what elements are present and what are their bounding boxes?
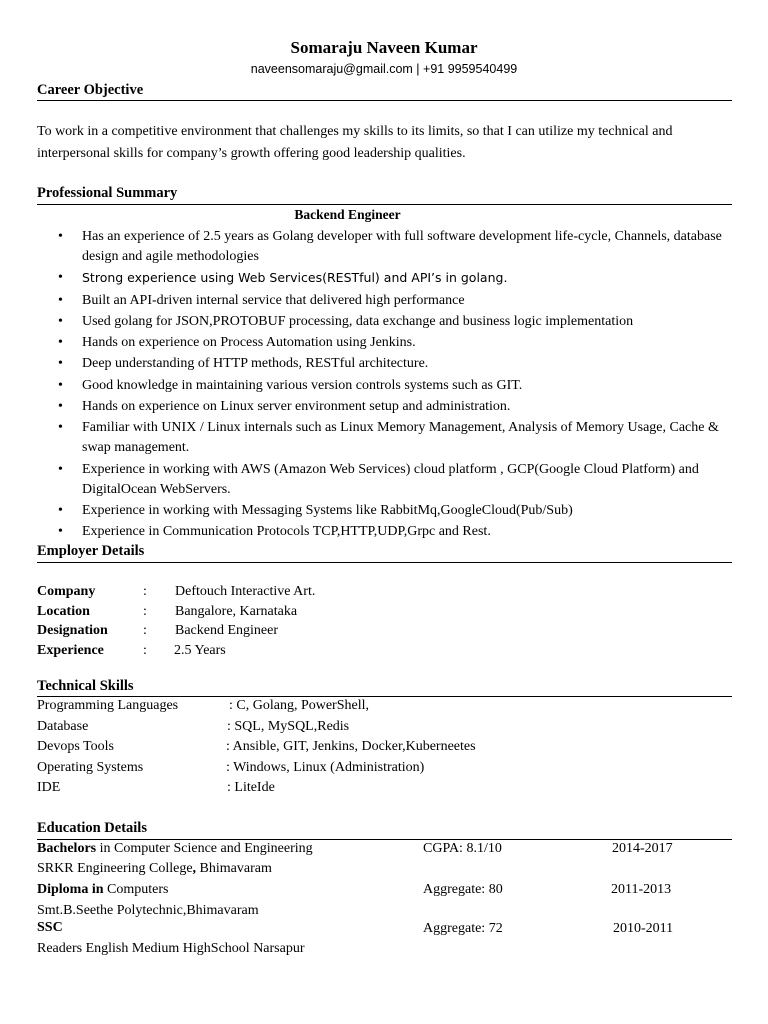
education-details-heading: Education Details — [37, 820, 147, 836]
field-separator: : — [143, 623, 147, 638]
bullet-icon: • — [58, 420, 63, 436]
skill-label: IDE — [37, 780, 61, 795]
list-item-text: Experience in Communication Protocols TCP,HTTP,UDP,Grpc and Rest. — [82, 524, 491, 540]
employer-row-company — [37, 584, 537, 604]
list-item — [37, 501, 732, 521]
field-separator: : — [143, 584, 147, 599]
list-item-text: Good knowledge in maintaining various version controls systems such as GIT. — [82, 377, 523, 393]
list-item-text: Hands on experience on Process Automation using Jenkins. — [82, 335, 416, 351]
employer-row-location — [37, 604, 537, 624]
skill-row-os — [37, 760, 732, 780]
skill-row-ide — [37, 780, 732, 800]
list-item — [37, 418, 732, 458]
skill-row-database — [37, 719, 732, 739]
skill-label: Programming Languages — [37, 698, 179, 713]
bullet-icon: • — [58, 292, 63, 308]
section-divider — [37, 204, 732, 205]
bullet-icon: • — [58, 356, 63, 372]
list-item — [37, 397, 732, 417]
degree-name: SSC — [37, 920, 63, 935]
section-divider — [37, 696, 732, 697]
education-score: Aggregate: 80 — [423, 882, 503, 897]
section-divider — [37, 562, 732, 563]
field-value: Deftouch Interactive Art. — [175, 584, 316, 599]
degree-name: Diploma in — [37, 882, 104, 897]
employer-details-heading: Employer Details — [37, 543, 145, 559]
field-label: Location — [37, 604, 90, 619]
education-years: 2011-2013 — [611, 882, 672, 897]
list-item-text: Familiar with UNIX / Linux internals such as Linux Memory Management, Analysis of Memory Usage, Cache & swap management. — [82, 420, 719, 456]
field-value: Bangalore, Karnataka — [175, 604, 298, 619]
field-value: 2.5 Years — [174, 643, 226, 658]
skill-row-languages — [37, 698, 732, 718]
role-subtitle: Backend Engineer — [294, 207, 401, 222]
list-item — [37, 376, 732, 396]
section-divider — [37, 100, 732, 101]
bullet-icon: • — [58, 335, 63, 351]
field-label: Company — [37, 584, 96, 599]
field-label: Experience — [37, 643, 104, 658]
education-score: CGPA: 8.1/10 — [423, 841, 502, 856]
degree-field: in Computer Science and Engineering — [96, 841, 313, 856]
skill-value: : LiteIde — [227, 780, 275, 795]
bullet-icon: • — [58, 502, 63, 518]
bullet-icon: • — [58, 377, 63, 393]
bullet-icon: • — [58, 524, 63, 540]
list-item — [37, 522, 732, 542]
bullet-icon: • — [58, 399, 63, 415]
list-item — [37, 460, 732, 500]
summary-bullet-list — [37, 227, 732, 544]
list-item-text: Experience in working with AWS (Amazon Web Services) cloud platform , GCP(Google Cloud Platform) and DigitalOcean WebServers. — [82, 461, 699, 497]
skill-label: Devops Tools — [37, 739, 114, 754]
skill-value: : SQL, MySQL,Redis — [227, 719, 350, 734]
field-label: Designation — [37, 623, 108, 638]
education-school — [37, 861, 272, 877]
list-item-text: Used golang for JSON,PROTOBUF processing, data exchange and business logic implementation — [82, 313, 634, 329]
education-school: Smt.B.Seethe Polytechnic,Bhimavaram — [37, 903, 259, 918]
bullet-icon: • — [58, 313, 63, 329]
skill-label: Database — [37, 719, 89, 734]
education-years: 2010-2011 — [613, 921, 674, 936]
candidate-name: Somaraju Naveen Kumar — [290, 38, 478, 57]
education-score: Aggregate: 72 — [423, 921, 503, 936]
list-item — [37, 268, 732, 289]
skill-value: : C, Golang, PowerShell, — [229, 698, 369, 713]
list-item-text: Experience in working with Messaging Systems like RabbitMq,GoogleCloud(Pub/Sub) — [82, 502, 573, 518]
list-item-text: Hands on experience on Linux server environment setup and administration. — [82, 399, 511, 415]
list-item — [37, 312, 732, 332]
list-item — [37, 354, 732, 374]
education-years: 2014-2017 — [612, 841, 673, 856]
school-name: SRKR Engineering College — [37, 861, 193, 876]
list-item — [37, 291, 732, 311]
school-comma: , — [192, 861, 197, 876]
degree-field: Computers — [103, 882, 169, 897]
list-item — [37, 227, 732, 267]
bullet-icon: • — [58, 461, 63, 477]
field-value: Backend Engineer — [175, 623, 279, 638]
education-degree — [37, 920, 63, 936]
list-item-text: Built an API-driven internal service that delivered high performance — [82, 292, 465, 308]
list-item-text: Strong experience using Web Services(RESTful) and API’s in golang. — [82, 270, 508, 286]
field-separator: : — [143, 643, 147, 658]
employer-row-experience — [37, 643, 537, 663]
education-degree — [37, 841, 313, 857]
skill-value: : Windows, Linux (Administration) — [226, 760, 425, 775]
section-divider — [37, 839, 732, 840]
professional-summary-heading: Professional Summary — [37, 185, 178, 201]
career-objective-text: To work in a competitive environment that challenges my skills to its limits, so that I can utilize my technical and interpersonal skills for company’s growth offering good leadership qualities. — [37, 124, 673, 161]
education-school: Readers English Medium HighSchool Narsapur — [37, 941, 305, 956]
field-separator: : — [143, 604, 147, 619]
skill-label: Operating Systems — [37, 760, 144, 775]
list-item-text: Deep understanding of HTTP methods, RESTful architecture. — [82, 356, 429, 372]
bullet-icon: • — [58, 270, 63, 286]
career-objective-heading: Career Objective — [37, 82, 144, 98]
contact-line: naveensomaraju@gmail.com | +91 9959540499 — [250, 62, 518, 76]
skill-row-devops — [37, 739, 732, 759]
employer-row-designation — [37, 623, 537, 643]
school-city: Bhimavaram — [196, 861, 272, 876]
list-item — [37, 333, 732, 353]
bullet-icon: • — [58, 229, 63, 244]
education-degree — [37, 882, 168, 898]
technical-skills-heading: Technical Skills — [37, 678, 134, 694]
skill-value: : Ansible, GIT, Jenkins, Docker,Kuberneetes — [226, 739, 476, 754]
list-item-text: Has an experience of 2.5 years as Golang developer with full software development life-cycle, Channels, database design and agile methodologies — [82, 229, 722, 264]
degree-name: Bachelors — [37, 841, 97, 856]
